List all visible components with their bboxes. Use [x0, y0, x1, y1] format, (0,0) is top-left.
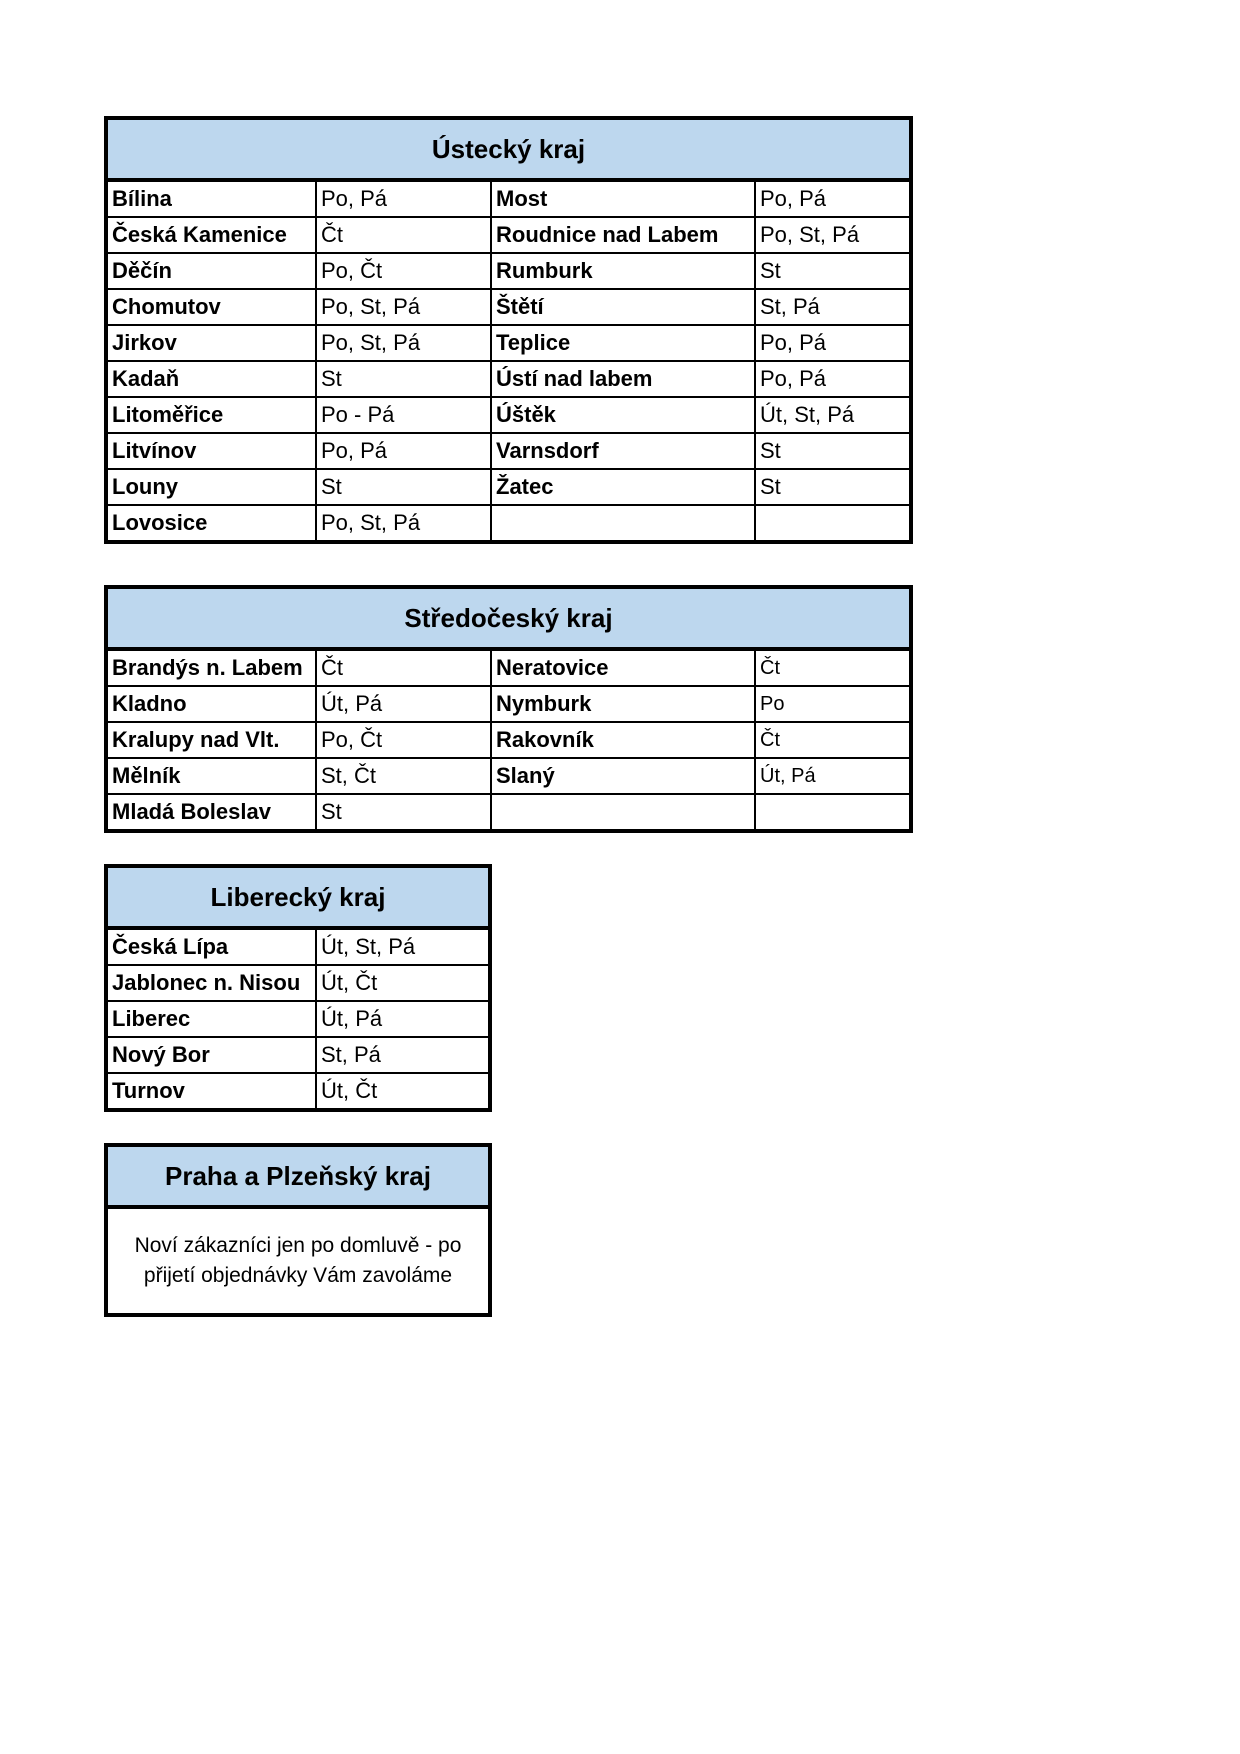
city-name-cell: Jablonec n. Nisou	[108, 965, 316, 1001]
city-name-cell: Žatec	[491, 469, 755, 505]
city-name-cell: Lovosice	[108, 505, 316, 540]
city-name-cell: Chomutov	[108, 289, 316, 325]
stredocesky-kraj-title: Středočeský kraj	[108, 589, 909, 651]
table-row	[108, 686, 909, 722]
city-name-cell: Ústí nad labem	[491, 361, 755, 397]
city-name-cell: Litoměřice	[108, 397, 316, 433]
city-name-cell: Nový Bor	[108, 1037, 316, 1073]
city-name-cell: Slaný	[491, 758, 755, 794]
delivery-days-cell: Út, Pá	[316, 1001, 488, 1037]
delivery-days-cell: St	[316, 794, 491, 829]
table-row	[108, 505, 909, 540]
delivery-days-cell: Út, St, Pá	[755, 397, 909, 433]
delivery-days-cell: Po, St, Pá	[316, 325, 491, 361]
table-row	[108, 722, 909, 758]
delivery-days-cell: St	[316, 361, 491, 397]
city-name-cell: Úštěk	[491, 397, 755, 433]
city-name-cell: Liberec	[108, 1001, 316, 1037]
delivery-days-cell: Po, Pá	[316, 433, 491, 469]
city-name-cell: Roudnice nad Labem	[491, 217, 755, 253]
city-name-cell: Neratovice	[491, 651, 755, 686]
city-name-cell: Teplice	[491, 325, 755, 361]
delivery-days-cell: Po, Čt	[316, 253, 491, 289]
city-name-cell: Česká Kamenice	[108, 217, 316, 253]
city-name-cell: Litvínov	[108, 433, 316, 469]
praha-note-line-1: Noví zákazníci jen po domluvě - po	[134, 1234, 462, 1257]
praha-note-line-2: přijetí objednávky Vám zavoláme	[143, 1264, 453, 1287]
table-row	[108, 325, 909, 361]
table-row	[108, 182, 909, 217]
table-row	[108, 433, 909, 469]
delivery-days-cell: Po, Pá	[755, 361, 909, 397]
ustecky-kraj-grid	[108, 182, 909, 540]
delivery-days-cell: Po	[755, 686, 909, 722]
table-row	[108, 397, 909, 433]
stredocesky-kraj-grid	[108, 651, 909, 829]
delivery-days-cell: Čt	[755, 651, 909, 686]
delivery-days-cell: Čt	[755, 722, 909, 758]
delivery-days-cell: Po, St, Pá	[755, 217, 909, 253]
table-row	[108, 289, 909, 325]
city-name-cell: Jirkov	[108, 325, 316, 361]
delivery-days-cell: St	[755, 433, 909, 469]
delivery-days-cell: St	[755, 469, 909, 505]
city-name-cell: Nymburk	[491, 686, 755, 722]
liberecky-kraj-grid	[108, 930, 488, 1108]
city-name-cell	[491, 794, 755, 829]
praha-plzensky-kraj-title: Praha a Plzeňský kraj	[108, 1147, 488, 1209]
delivery-days-cell: Čt	[316, 217, 491, 253]
table-row	[108, 758, 909, 794]
city-name-cell: Děčín	[108, 253, 316, 289]
stredocesky-kraj-table	[104, 585, 913, 833]
delivery-days-cell: Po, St, Pá	[316, 505, 491, 540]
city-name-cell: Mladá Boleslav	[108, 794, 316, 829]
table-row	[108, 651, 909, 686]
ustecky-kraj-title: Ústecký kraj	[108, 120, 909, 182]
table-row	[108, 1001, 488, 1037]
liberecky-kraj-table	[104, 864, 492, 1112]
delivery-days-cell: Út, Čt	[316, 965, 488, 1001]
city-name-cell: Turnov	[108, 1073, 316, 1108]
city-name-cell: Rakovník	[491, 722, 755, 758]
praha-plzensky-kraj-box	[104, 1143, 492, 1317]
table-row	[108, 469, 909, 505]
table-row	[108, 965, 488, 1001]
city-name-cell: Rumburk	[491, 253, 755, 289]
table-row	[108, 217, 909, 253]
delivery-days-cell: Po, St, Pá	[316, 289, 491, 325]
city-name-cell: Varnsdorf	[491, 433, 755, 469]
table-row	[108, 1037, 488, 1073]
city-name-cell: Česká Lípa	[108, 930, 316, 965]
delivery-days-cell: Po, Čt	[316, 722, 491, 758]
delivery-days-cell: St, Pá	[755, 289, 909, 325]
city-name-cell: Brandýs n. Labem	[108, 651, 316, 686]
delivery-days-cell: St	[755, 253, 909, 289]
city-name-cell: Bílina	[108, 182, 316, 217]
delivery-days-cell: Út, Pá	[316, 686, 491, 722]
city-name-cell	[491, 505, 755, 540]
table-row	[108, 930, 488, 965]
city-name-cell: Mělník	[108, 758, 316, 794]
table-row	[108, 361, 909, 397]
table-row	[108, 1073, 488, 1108]
delivery-days-cell	[755, 505, 909, 540]
city-name-cell: Louny	[108, 469, 316, 505]
delivery-days-cell: Po, Pá	[755, 325, 909, 361]
delivery-days-cell: Po - Pá	[316, 397, 491, 433]
delivery-days-cell: Út, Čt	[316, 1073, 488, 1108]
delivery-days-cell: St, Pá	[316, 1037, 488, 1073]
liberecky-kraj-title: Liberecký kraj	[108, 868, 488, 930]
delivery-days-cell: St	[316, 469, 491, 505]
city-name-cell: Kralupy nad Vlt.	[108, 722, 316, 758]
delivery-days-cell: Čt	[316, 651, 491, 686]
delivery-days-cell: Po, Pá	[316, 182, 491, 217]
delivery-days-cell: Po, Pá	[755, 182, 909, 217]
delivery-days-cell: St, Čt	[316, 758, 491, 794]
city-name-cell: Kladno	[108, 686, 316, 722]
delivery-days-cell: Út, St, Pá	[316, 930, 488, 965]
city-name-cell: Kadaň	[108, 361, 316, 397]
city-name-cell: Štětí	[491, 289, 755, 325]
ustecky-kraj-table	[104, 116, 913, 544]
delivery-days-cell: Út, Pá	[755, 758, 909, 794]
delivery-days-cell	[755, 794, 909, 829]
city-name-cell: Most	[491, 182, 755, 217]
table-row	[108, 794, 909, 829]
praha-note	[108, 1209, 488, 1313]
table-row	[108, 253, 909, 289]
